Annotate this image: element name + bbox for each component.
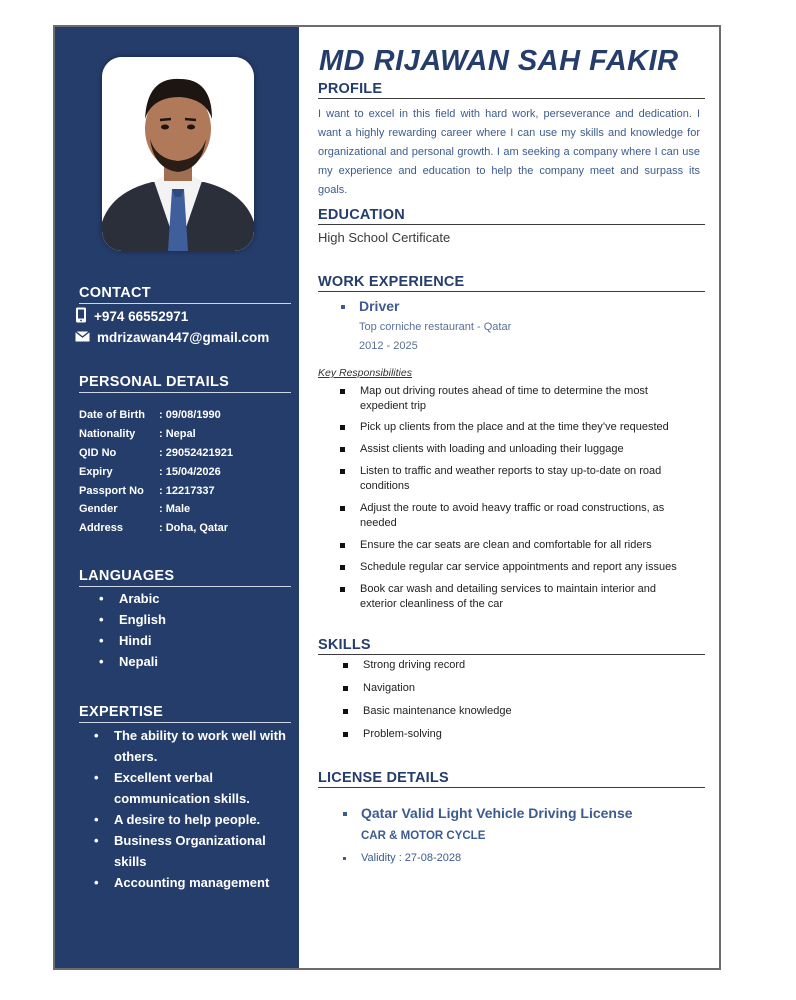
- expertise-item: • A desire to help people.: [114, 809, 294, 830]
- bullet-square-icon: [343, 812, 347, 816]
- education-heading: EDUCATION: [318, 207, 705, 225]
- personal-details-heading: PERSONAL DETAILS: [79, 374, 291, 393]
- responsibility-item: Listen to traffic and weather reports to stay up-to-date on road conditions: [360, 464, 690, 494]
- language-item: • Arabic: [119, 591, 166, 612]
- skill-item: Strong driving record: [363, 658, 683, 673]
- personal-value: : Nepal: [159, 428, 196, 440]
- license-title: Qatar Valid Light Vehicle Driving License: [361, 805, 633, 821]
- skill-item: Problem-solving: [363, 727, 683, 742]
- job-dates: 2012 - 2025: [359, 340, 418, 352]
- languages-list: [119, 591, 166, 675]
- personal-key: Expiry: [79, 466, 113, 478]
- personal-key: QID No: [79, 447, 117, 459]
- phone-icon: [75, 307, 87, 326]
- phone-line: [75, 307, 188, 326]
- envelope-icon: [75, 330, 90, 345]
- expertise-item: • Business Organizational skills: [114, 830, 294, 872]
- personal-value: : Male: [159, 503, 191, 515]
- profile-text: I want to excel in this field with hard work, perseverance and dedication. I want a highly rewarding career where I can use my skills and knowledge for organizational and personal growth. I am seeking a company where I can use my experience and education to help the company meet and surpass its goals.: [318, 108, 700, 196]
- personal-value: : 12217337: [159, 485, 215, 497]
- expertise-item: • Accounting management: [114, 872, 294, 893]
- language-item: • Nepali: [119, 654, 166, 675]
- work-experience-heading: WORK EXPERIENCE: [318, 274, 705, 292]
- candidate-name: MD RIJAWAN SAH FAKIR: [319, 45, 679, 77]
- personal-key: Gender: [79, 503, 118, 515]
- bullet-square-icon: [343, 857, 346, 860]
- personal-row: [79, 447, 233, 459]
- responsibilities-list: [360, 384, 690, 619]
- responsibility-item: Ensure the car seats are clean and comfortable for all riders: [360, 538, 690, 553]
- personal-row: [79, 503, 190, 515]
- languages-heading: LANGUAGES: [79, 568, 291, 587]
- responsibility-item: Adjust the route to avoid heavy traffic or road constructions, as needed: [360, 501, 690, 531]
- profile-photo: [102, 57, 254, 251]
- expertise-item: • The ability to work well with others.: [114, 725, 294, 767]
- personal-value: : Doha, Qatar: [159, 522, 229, 534]
- sidebar: [55, 27, 299, 968]
- contact-heading: CONTACT: [79, 285, 291, 304]
- personal-row: [79, 428, 196, 440]
- expertise-item: • Excellent verbal communication skills.: [114, 767, 294, 809]
- responsibility-item: Book car wash and detailing services to maintain interior and exterior cleanliness of the car: [360, 582, 690, 612]
- skills-heading: SKILLS: [318, 637, 705, 655]
- responsibility-item: Map out driving routes ahead of time to determine the most expedient trip: [360, 384, 690, 414]
- personal-key: Passport No: [79, 485, 144, 497]
- personal-row: [79, 466, 221, 478]
- responsibility-item: Pick up clients from the place and at the time they’ve requested: [360, 420, 690, 435]
- email-line: [75, 330, 269, 345]
- personal-key: Date of Birth: [79, 409, 145, 421]
- bullet-square-icon: [341, 305, 345, 309]
- personal-key: Address: [79, 522, 124, 534]
- license-type: CAR & MOTOR CYCLE: [361, 830, 486, 842]
- personal-key: Nationality: [79, 428, 136, 440]
- license-validity: Validity : 27-08-2028: [361, 852, 462, 864]
- email-address[interactable]: mdrizawan447@gmail.com: [97, 330, 270, 345]
- main-content: [299, 27, 721, 968]
- personal-value: : 09/08/1990: [159, 409, 221, 421]
- skill-item: Basic maintenance knowledge: [363, 704, 683, 719]
- personal-row: [79, 409, 221, 421]
- expertise-heading: EXPERTISE: [79, 704, 291, 723]
- phone-number[interactable]: +974 66552971: [94, 309, 189, 324]
- language-item: • Hindi: [119, 633, 166, 654]
- resume-page: [53, 25, 721, 970]
- responsibility-item: Schedule regular car service appointments and report any issues: [360, 560, 690, 575]
- education-item: High School Certificate: [318, 230, 451, 245]
- personal-value: : 29052421921: [159, 447, 234, 459]
- responsibility-item: Assist clients with loading and unloading their luggage: [360, 442, 690, 457]
- expertise-list: [114, 725, 294, 893]
- profile-heading: PROFILE: [318, 81, 705, 99]
- personal-row: [79, 522, 228, 534]
- key-responsibilities-label: Key Responsibilities: [318, 367, 412, 379]
- license-heading: LICENSE DETAILS: [318, 770, 705, 788]
- skills-list: [363, 658, 683, 750]
- job-employer: Top corniche restaurant - Qatar: [359, 321, 512, 333]
- skill-item: Navigation: [363, 681, 683, 696]
- personal-row: [79, 485, 215, 497]
- personal-value: : 15/04/2026: [159, 466, 221, 478]
- language-item: • English: [119, 612, 166, 633]
- job-title: Driver: [359, 298, 400, 314]
